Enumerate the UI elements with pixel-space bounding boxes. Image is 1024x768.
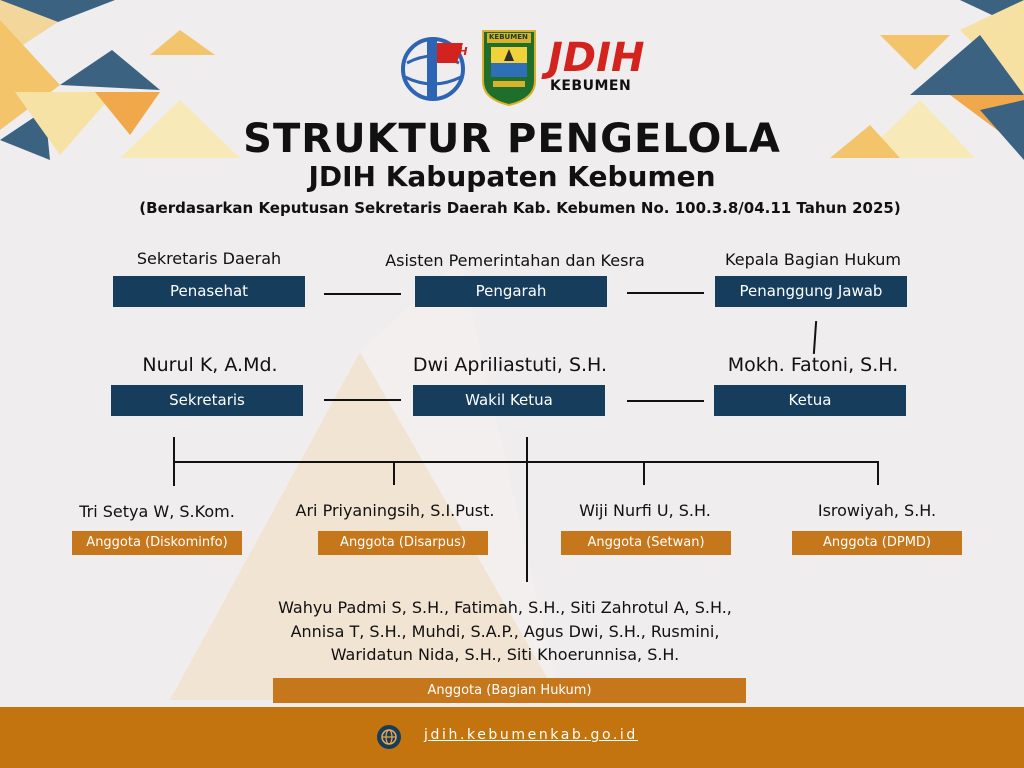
jdihn-logo-text: JDIH bbox=[441, 45, 468, 58]
member-role-box-2: Anggota (Disarpus) bbox=[318, 531, 488, 555]
connector-row1-left bbox=[324, 293, 401, 295]
secretary-role-box: Sekretaris bbox=[111, 385, 303, 416]
jdih-brand-title: JDIH bbox=[548, 35, 645, 81]
member-name-1: Tri Setya W, S.Kom. bbox=[79, 502, 235, 521]
connector-row2-right bbox=[627, 400, 704, 402]
director-role-box: Pengarah bbox=[415, 276, 607, 307]
globe-icon bbox=[377, 725, 401, 749]
legal-members-line-1: Wahyu Padmi S, S.H., Fatimah, S.H., Siti Zahrotul A, S.H., bbox=[278, 598, 732, 617]
legal-members-line-3: Waridatun Nida, S.H., Siti Khoerunnisa, S.H. bbox=[330, 645, 680, 664]
kebumen-seal-text: KEBUMEN bbox=[489, 33, 528, 41]
director-name: Asisten Pemerintahan dan Kesra bbox=[385, 251, 645, 270]
vice-chair-name: Dwi Apriliastuti, S.H. bbox=[412, 354, 608, 376]
jdihn-logo bbox=[397, 33, 469, 103]
connector-drop-4 bbox=[877, 461, 879, 485]
secretary-name: Nurul K, A.Md. bbox=[142, 354, 278, 376]
legal-members-list bbox=[200, 596, 810, 667]
responsible-name: Kepala Bagian Hukum bbox=[725, 250, 901, 269]
advisor-name: Sekretaris Daerah bbox=[136, 249, 282, 268]
legal-members-line-2: Annisa T, S.H., Muhdi, S.A.P., Agus Dwi, S.H., Rusmini, bbox=[290, 621, 720, 641]
member-role-box-1: Anggota (Diskominfo) bbox=[72, 531, 242, 555]
page-subtitle: JDIH Kabupaten Kebumen bbox=[308, 160, 716, 193]
member-name-3: Wiji Nurfi U, S.H. bbox=[579, 501, 711, 520]
website-link[interactable]: jdih.kebumenkab.go.id bbox=[424, 727, 638, 743]
connector-drop-center bbox=[526, 437, 528, 582]
connector-row2-left bbox=[324, 399, 401, 401]
advisor-role-box: Penasehat bbox=[113, 276, 305, 307]
legal-members-role-box: Anggota (Bagian Hukum) bbox=[273, 678, 746, 703]
kebumen-seal bbox=[481, 29, 537, 107]
member-name-4: Isrowiyah, S.H. bbox=[817, 501, 937, 520]
chair-name: Mokh. Fatoni, S.H. bbox=[727, 354, 899, 376]
connector-drop-3 bbox=[643, 461, 645, 485]
page-title: STRUKTUR PENGELOLA bbox=[243, 116, 781, 162]
vice-chair-role-box: Wakil Ketua bbox=[413, 385, 605, 416]
jdih-brand-subtitle: KEBUMEN bbox=[550, 78, 632, 94]
responsible-role-box: Penanggung Jawab bbox=[715, 276, 907, 307]
member-name-2: Ari Priyaningsih, S.I.Pust. bbox=[295, 501, 495, 520]
connector-row1-right bbox=[627, 292, 704, 294]
member-role-box-4: Anggota (DPMD) bbox=[792, 531, 962, 555]
chair-role-box: Ketua bbox=[714, 385, 906, 416]
connector-drop-2 bbox=[393, 461, 395, 485]
member-role-box-3: Anggota (Setwan) bbox=[561, 531, 731, 555]
legal-basis: (Berdasarkan Keputusan Sekretaris Daerah Kab. Kebumen No. 100.3.8/04.11 Tahun 2025) bbox=[139, 199, 901, 217]
